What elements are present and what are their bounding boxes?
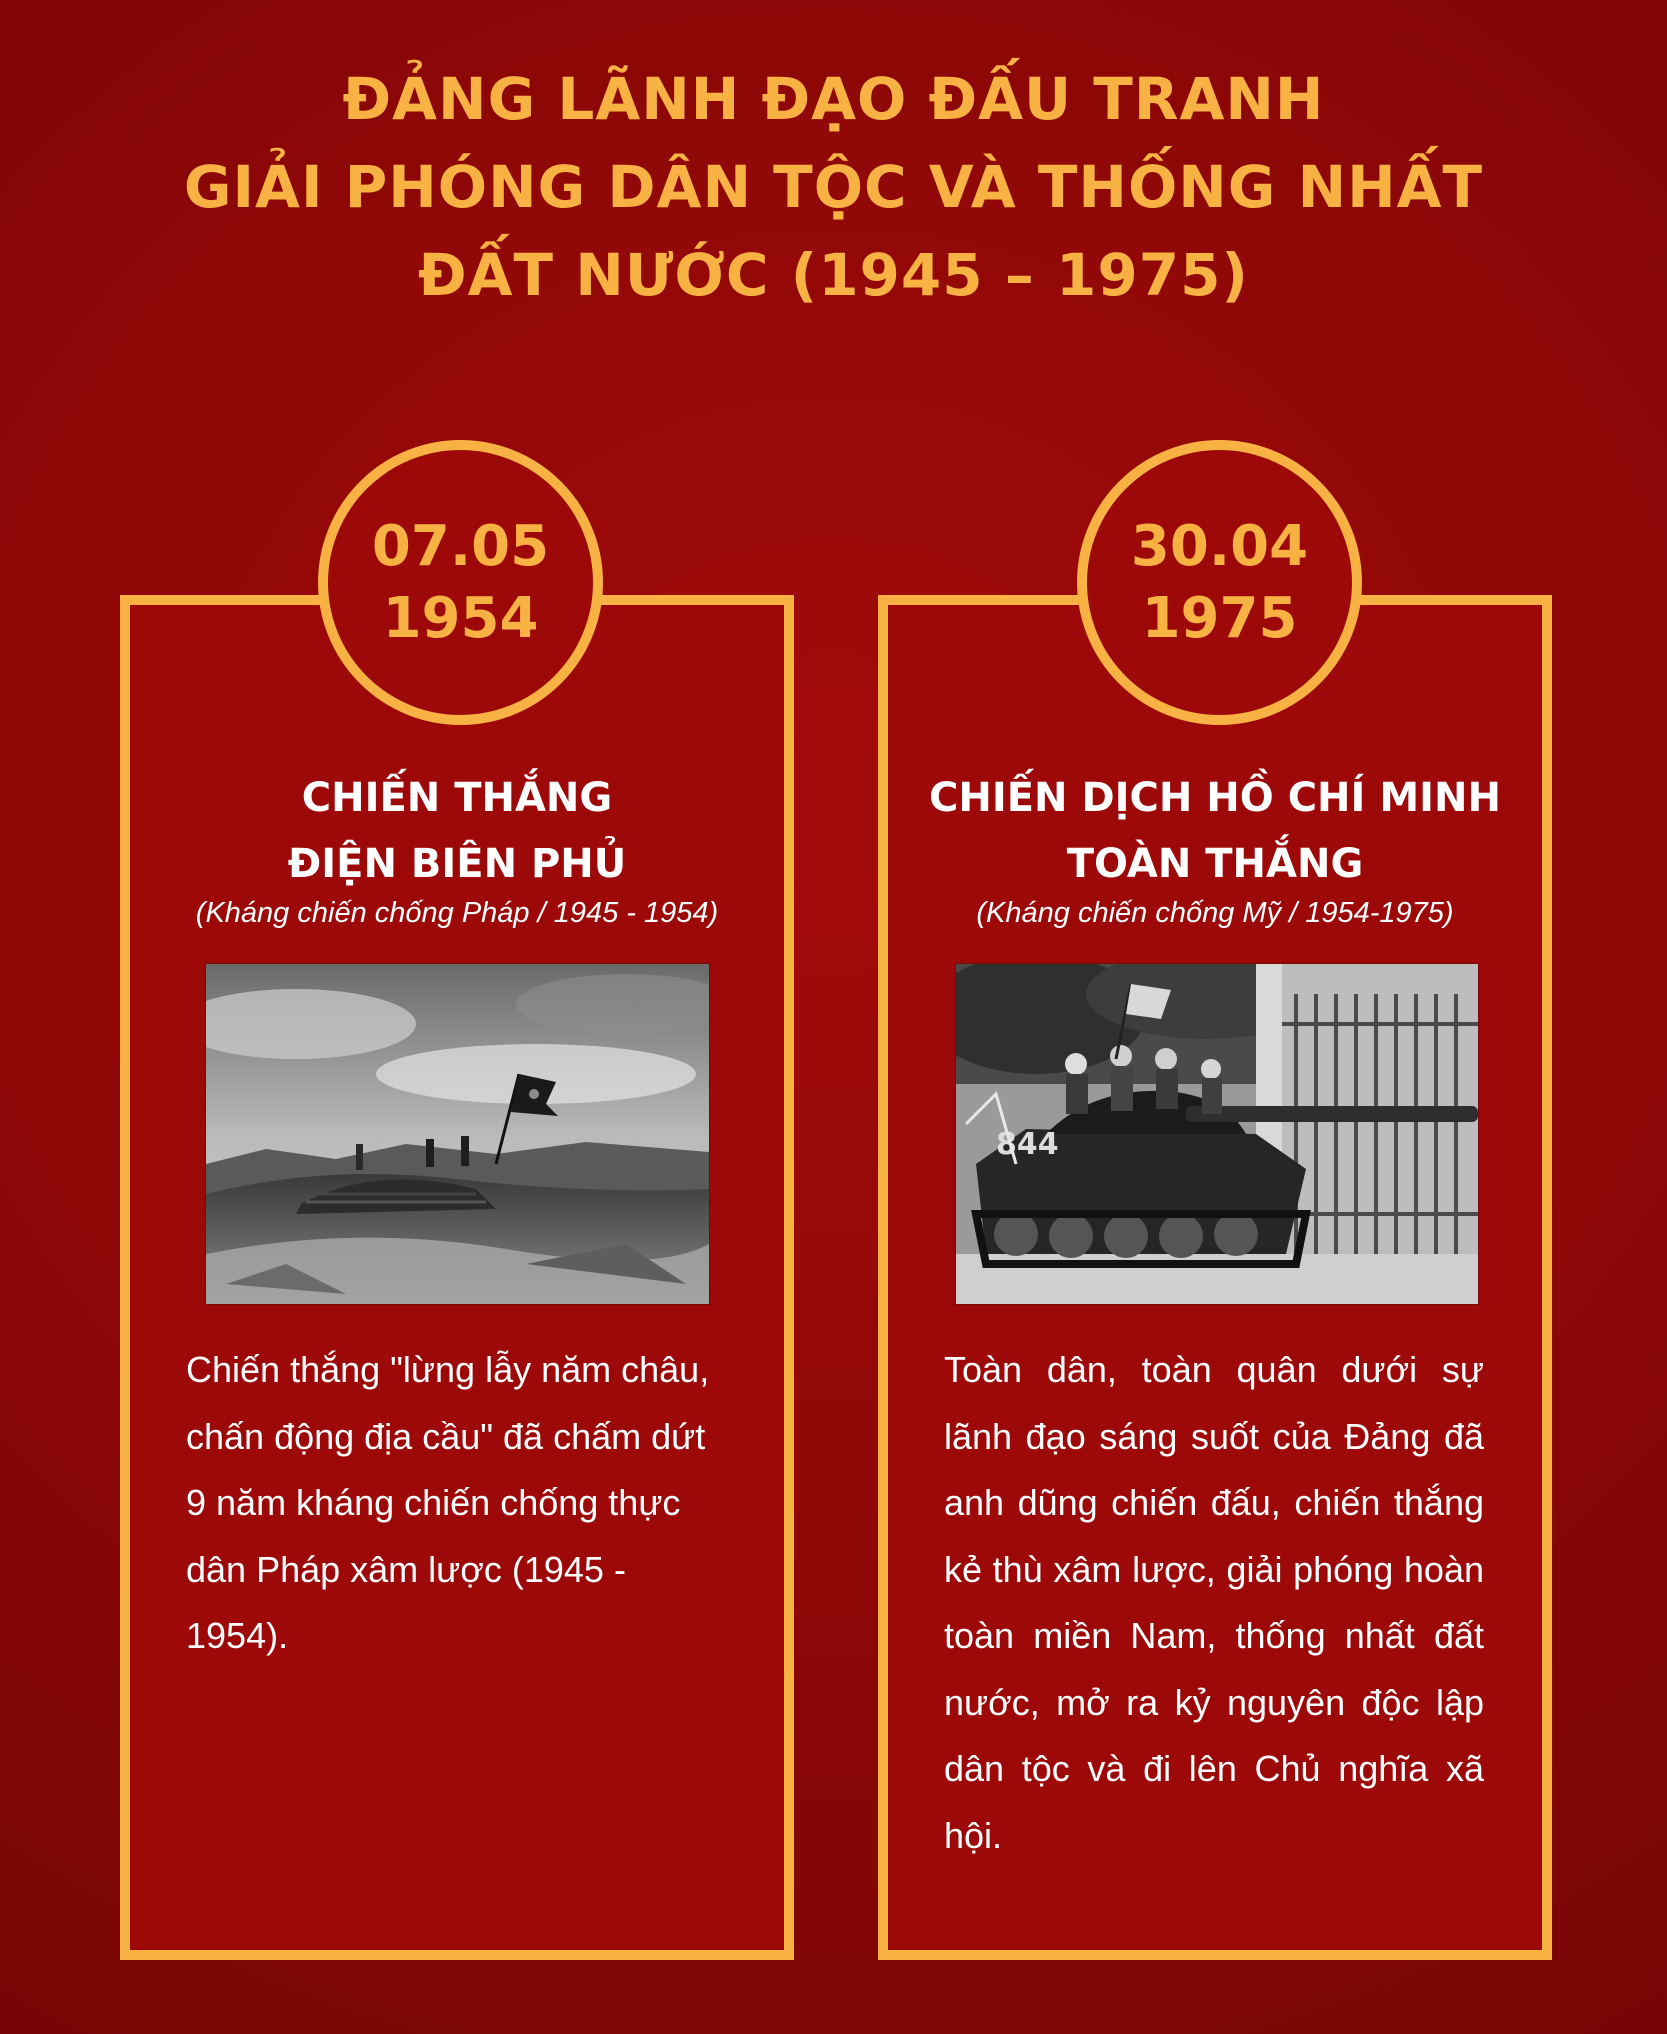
event-heading — [878, 765, 1552, 897]
dien-bien-phu-photo — [206, 964, 709, 1304]
title-line-2: GIẢI PHÓNG DÂN TỘC VÀ THỐNG NHẤT — [183, 153, 1484, 221]
event-description: Chiến thắng "lừng lẫy năm châu, chấn động địa cầu" đã chấm dứt 9 năm kháng chiến chống thực dân Pháp xâm lược (1945 - 1954). — [186, 1349, 710, 1656]
date-day: 30.04 — [1130, 513, 1309, 579]
event-description: Toàn dân, toàn quân dưới sự lãnh đạo sáng suốt của Đảng đã anh dũng chiến đấu, chiến thắng kẻ thù xâm lược, giải phóng hoàn toàn miền Nam, thống nhất đất nước, mở ra kỷ nguyên độc lập dân tộc và đi lên Chủ nghĩa xã hội. — [944, 1349, 1484, 1856]
event-subtitle: (Kháng chiến chống Mỹ / 1954-1975) — [976, 897, 1454, 929]
event-subtitle: (Kháng chiến chống Pháp / 1945 - 1954) — [195, 897, 719, 929]
heading-line-1: CHIẾN DỊCH HỒ CHÍ MINH — [929, 775, 1501, 821]
date-badge-1975 — [1077, 440, 1362, 725]
page-title — [0, 55, 1667, 319]
heading-line-2: TOÀN THẮNG — [1066, 841, 1364, 887]
date-badge-1954 — [318, 440, 603, 725]
tank-photo — [956, 964, 1478, 1304]
tank-number: 844 — [996, 1127, 1059, 1162]
date-year: 1954 — [382, 585, 539, 651]
event-heading — [120, 765, 794, 897]
title-line-1: ĐẢNG LÃNH ĐẠO ĐẤU TRANH — [342, 65, 1325, 133]
heading-line-1: CHIẾN THẮNG — [301, 775, 613, 821]
date-year: 1975 — [1141, 585, 1298, 651]
title-line-3: ĐẤT NƯỚC (1945 – 1975) — [418, 241, 1249, 309]
heading-line-2: ĐIỆN BIÊN PHỦ — [287, 841, 627, 887]
date-day: 07.05 — [371, 513, 550, 579]
